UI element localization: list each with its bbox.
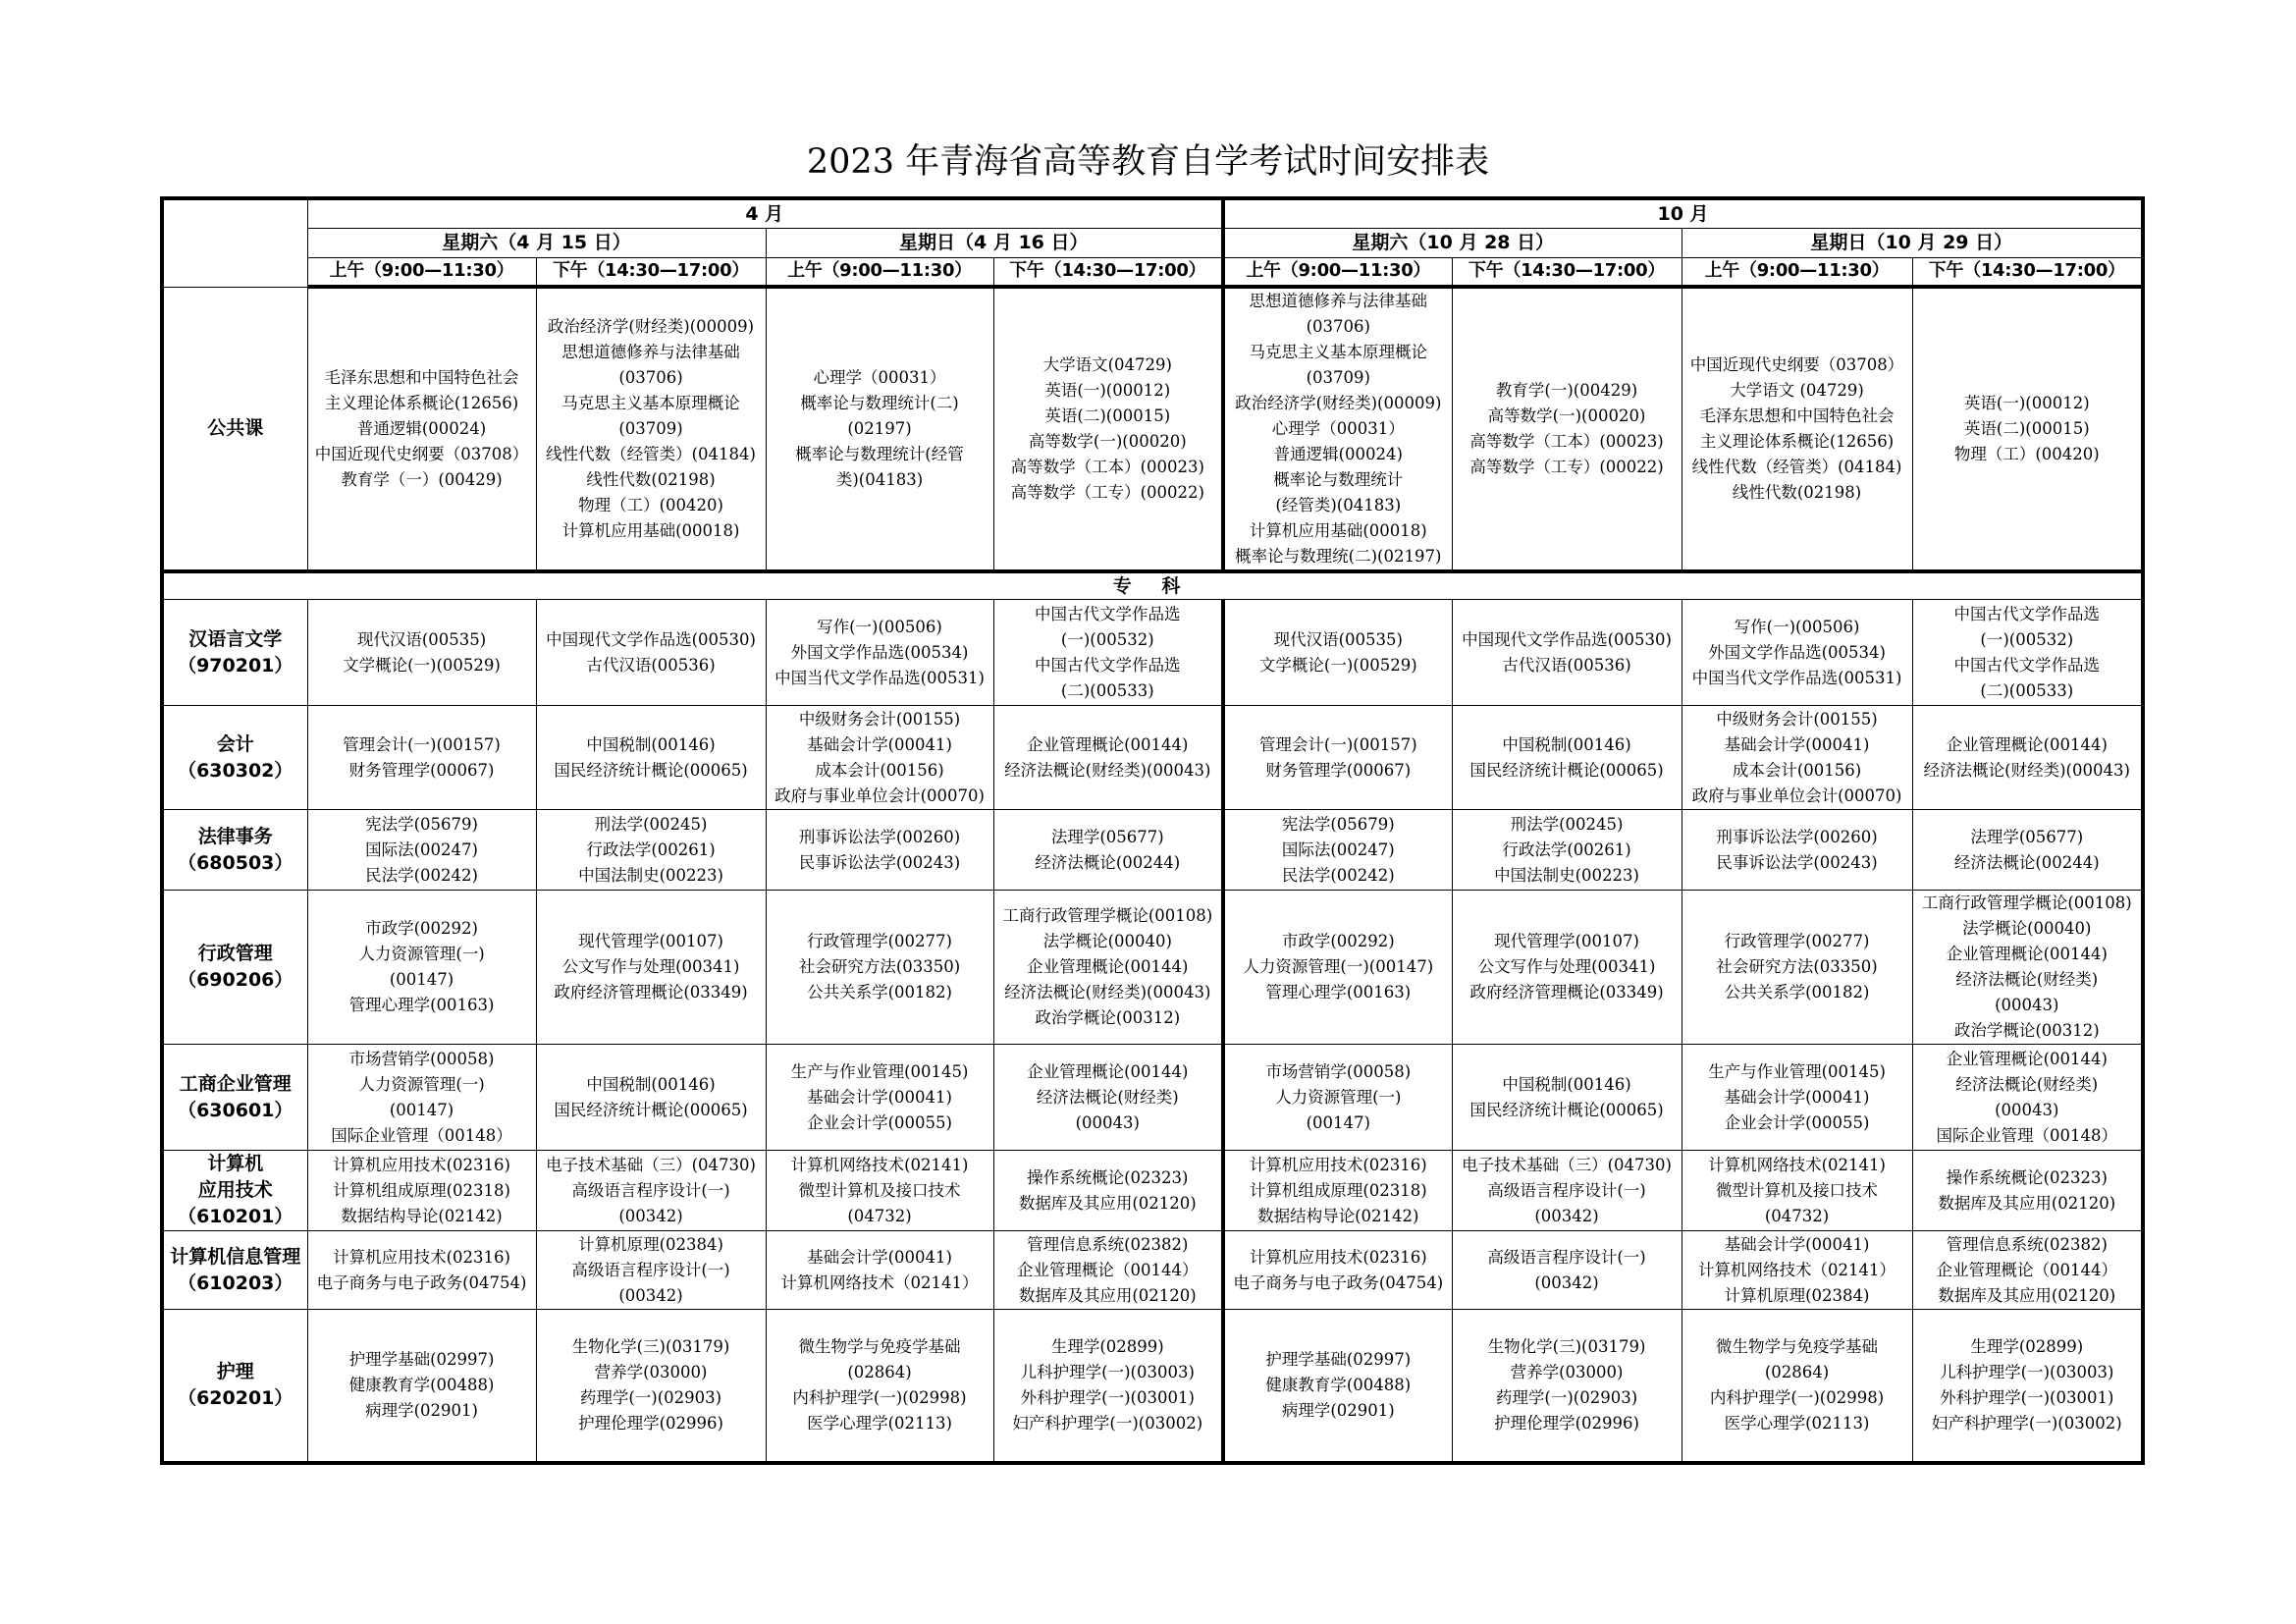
section-header: 专 科 [162, 571, 2143, 600]
period-header: 上午（9:00—11:30） [1223, 257, 1452, 287]
exam-cell: 生理学(02899) 儿科护理学(一)(03003) 外科护理学(一)(03001) 妇产科护理学(一)(03002) [993, 1310, 1223, 1464]
table-row [162, 1151, 2143, 1231]
day-header: 星期六（4 月 15 日） [307, 228, 766, 257]
exam-cell: 现代汉语(00535) 文学概论(一)(00529) [307, 600, 536, 706]
exam-cell: 中国古代文学作品选 (一)(00532) 中国古代文学作品选 (二)(00533) [1912, 600, 2143, 706]
exam-cell: 行政管理学(00277) 社会研究方法(03350) 公共关系学(00182) [1682, 891, 1912, 1045]
exam-cell: 中国现代文学作品选(00530) 古代汉语(00536) [1452, 600, 1682, 706]
exam-cell: 宪法学(05679) 国际法(00247) 民法学(00242) [1223, 810, 1452, 891]
period-header: 下午（14:30—17:00） [993, 257, 1223, 287]
month-header: 10 月 [1223, 198, 2143, 228]
exam-cell: 计算机网络技术(02141) 微型计算机及接口技术 (04732) [1682, 1151, 1912, 1231]
exam-cell: 现代汉语(00535) 文学概论(一)(00529) [1223, 600, 1452, 706]
exam-cell: 刑法学(00245) 行政法学(00261) 中国法制史(00223) [1452, 810, 1682, 891]
row-category: 会计 （630302） [162, 706, 307, 810]
exam-cell: 现代管理学(00107) 公文写作与处理(00341) 政府经济管理概论(03349) [1452, 891, 1682, 1045]
exam-cell: 法理学(05677) 经济法概论(00244) [1912, 810, 2143, 891]
exam-cell: 中国税制(00146) 国民经济统计概论(00065) [536, 1045, 766, 1151]
exam-cell: 生物化学(三)(03179) 营养学(03000) 药理学(一)(02903) 护理伦理学(02996) [536, 1310, 766, 1464]
table-row [162, 1231, 2143, 1310]
exam-cell: 工商行政管理学概论(00108) 法学概论(00040) 企业管理概论(00144) 经济法概论(财经类)(00043) 政治学概论(00312) [993, 891, 1223, 1045]
day-header: 星期日（4 月 16 日） [766, 228, 1223, 257]
day-header: 星期六（10 月 28 日） [1223, 228, 1682, 257]
exam-cell: 市政学(00292) 人力资源管理(一) (00147) 管理心理学(00163) [307, 891, 536, 1045]
row-category: 护理 （620201） [162, 1310, 307, 1464]
exam-cell: 计算机应用技术(02316) 计算机组成原理(02318) 数据结构导论(02142) [307, 1151, 536, 1231]
exam-cell: 生产与作业管理(00145) 基础会计学(00041) 企业会计学(00055) [1682, 1045, 1912, 1151]
exam-cell: 护理学基础(02997) 健康教育学(00488) 病理学(02901) [1223, 1310, 1452, 1464]
exam-cell: 管理信息系统(02382) 企业管理概论（00144） 数据库及其应用(02120) [993, 1231, 1223, 1310]
exam-cell: 企业管理概论(00144) 经济法概论(财经类)(00043) [1912, 706, 2143, 810]
exam-cell: 基础会计学(00041) 计算机网络技术（02141） [766, 1231, 993, 1310]
exam-cell: 计算机应用技术(02316) 电子商务与电子政务(04754) [1223, 1231, 1452, 1310]
exam-cell: 操作系统概论(02323) 数据库及其应用(02120) [993, 1151, 1223, 1231]
exam-cell: 刑事诉讼法学(00260) 民事诉讼法学(00243) [766, 810, 993, 891]
exam-cell: 行政管理学(00277) 社会研究方法(03350) 公共关系学(00182) [766, 891, 993, 1045]
exam-cell: 基础会计学(00041) 计算机网络技术（02141） 计算机原理(02384) [1682, 1231, 1912, 1310]
month-header: 4 月 [307, 198, 1223, 228]
exam-cell: 工商行政管理学概论(00108) 法学概论(00040) 企业管理概论(00144) 经济法概论(财经类) (00043) 政治学概论(00312) [1912, 891, 2143, 1045]
exam-cell: 心理学（00031） 概率论与数理统计(二) (02197) 概率论与数理统计(经管 类)(04183) [766, 287, 993, 571]
exam-cell: 管理会计(一)(00157) 财务管理学(00067) [307, 706, 536, 810]
exam-cell: 法理学(05677) 经济法概论(00244) [993, 810, 1223, 891]
period-header: 下午（14:30—17:00） [1452, 257, 1682, 287]
exam-cell: 计算机原理(02384) 高级语言程序设计(一) (00342) [536, 1231, 766, 1310]
exam-cell: 护理学基础(02997) 健康教育学(00488) 病理学(02901) [307, 1310, 536, 1464]
period-header: 下午（14:30—17:00） [1912, 257, 2143, 287]
corner-cell [162, 198, 307, 287]
exam-cell: 市场营销学(00058) 人力资源管理(一) (00147) 国际企业管理（00148） [307, 1045, 536, 1151]
exam-cell: 中国现代文学作品选(00530) 古代汉语(00536) [536, 600, 766, 706]
exam-cell: 刑法学(00245) 行政法学(00261) 中国法制史(00223) [536, 810, 766, 891]
exam-cell: 写作(一)(00506) 外国文学作品选(00534) 中国当代文学作品选(00531) [1682, 600, 1912, 706]
exam-cell: 计算机网络技术(02141) 微型计算机及接口技术 (04732) [766, 1151, 993, 1231]
exam-cell: 中级财务会计(00155) 基础会计学(00041) 成本会计(00156) 政府与事业单位会计(00070) [766, 706, 993, 810]
exam-cell: 计算机应用技术(02316) 计算机组成原理(02318) 数据结构导论(02142) [1223, 1151, 1452, 1231]
period-header: 上午（9:00—11:30） [307, 257, 536, 287]
exam-cell: 微生物学与免疫学基础 (02864) 内科护理学(一)(02998) 医学心理学(02113) [766, 1310, 993, 1464]
exam-cell: 生产与作业管理(00145) 基础会计学(00041) 企业会计学(00055) [766, 1045, 993, 1151]
exam-schedule-table [160, 196, 2145, 1465]
table-row [162, 706, 2143, 810]
row-category: 工商企业管理 （630601） [162, 1045, 307, 1151]
exam-cell: 宪法学(05679) 国际法(00247) 民法学(00242) [307, 810, 536, 891]
exam-cell: 企业管理概论(00144) 经济法概论(财经类)(00043) [993, 706, 1223, 810]
exam-cell: 生理学(02899) 儿科护理学(一)(03003) 外科护理学(一)(03001) 妇产科护理学(一)(03002) [1912, 1310, 2143, 1464]
row-category: 计算机 应用技术 （610201） [162, 1151, 307, 1231]
row-category: 法律事务 （680503） [162, 810, 307, 891]
exam-cell: 微生物学与免疫学基础 (02864) 内科护理学(一)(02998) 医学心理学(02113) [1682, 1310, 1912, 1464]
exam-cell: 写作(一)(00506) 外国文学作品选(00534) 中国当代文学作品选(00531) [766, 600, 993, 706]
period-header: 上午（9:00—11:30） [1682, 257, 1912, 287]
exam-cell: 教育学(一)(00429) 高等数学(一)(00020) 高等数学（工本）(00023) 高等数学（工专）(00022) [1452, 287, 1682, 571]
table-row [162, 600, 2143, 706]
table-row [162, 891, 2143, 1045]
day-header: 星期日（10 月 29 日） [1682, 228, 2143, 257]
period-header: 下午（14:30—17:00） [536, 257, 766, 287]
exam-cell: 中级财务会计(00155) 基础会计学(00041) 成本会计(00156) 政府与事业单位会计(00070) [1682, 706, 1912, 810]
period-header: 上午（9:00—11:30） [766, 257, 993, 287]
exam-cell: 管理会计(一)(00157) 财务管理学(00067) [1223, 706, 1452, 810]
exam-cell: 现代管理学(00107) 公文写作与处理(00341) 政府经济管理概论(03349) [536, 891, 766, 1045]
exam-cell: 政治经济学(财经类)(00009) 思想道德修养与法律基础 (03706) 马克思主义基本原理概论 (03709) 线性代数（经管类）(04184) 线性代数(02198) 物理（工）(00420) 计算机应用基础(00018) [536, 287, 766, 571]
page-title: 2023 年青海省高等教育自学考试时间安排表 [806, 142, 1490, 182]
exam-cell: 英语(一)(00012) 英语(二)(00015) 物理（工）(00420) [1912, 287, 2143, 571]
table-row [162, 1045, 2143, 1151]
exam-cell: 市政学(00292) 人力资源管理(一)(00147) 管理心理学(00163) [1223, 891, 1452, 1045]
exam-cell: 企业管理概论(00144) 经济法概论(财经类) (00043) 国际企业管理（00148） [1912, 1045, 2143, 1151]
row-category: 公共课 [162, 287, 307, 571]
exam-cell: 企业管理概论(00144) 经济法概论(财经类) (00043) [993, 1045, 1223, 1151]
exam-cell: 思想道德修养与法律基础 (03706) 马克思主义基本原理概论 (03709) 政治经济学(财经类)(00009) 心理学（00031） 普通逻辑(00024) 概率论与数理统计 (经管类)(04183) 计算机应用基础(00018) 概率论与数理统(二)(02197) [1223, 287, 1452, 571]
exam-cell: 毛泽东思想和中国特色社会 主义理论体系概论(12656) 普通逻辑(00024) 中国近现代史纲要（03708） 教育学（一）(00429) [307, 287, 536, 571]
table-row [162, 810, 2143, 891]
exam-cell: 刑事诉讼法学(00260) 民事诉讼法学(00243) [1682, 810, 1912, 891]
exam-cell: 中国税制(00146) 国民经济统计概论(00065) [1452, 1045, 1682, 1151]
exam-cell: 高级语言程序设计(一) (00342) [1452, 1231, 1682, 1310]
exam-cell: 大学语文(04729) 英语(一)(00012) 英语(二)(00015) 高等数学(一)(00020) 高等数学（工本）(00023) 高等数学（工专）(00022) [993, 287, 1223, 571]
exam-cell: 电子技术基础（三）(04730) 高级语言程序设计(一) (00342) [1452, 1151, 1682, 1231]
exam-cell: 中国税制(00146) 国民经济统计概论(00065) [1452, 706, 1682, 810]
exam-cell: 电子技术基础（三）(04730) 高级语言程序设计(一) (00342) [536, 1151, 766, 1231]
table-row [162, 1310, 2143, 1464]
exam-cell: 中国古代文学作品选 (一)(00532) 中国古代文学作品选 (二)(00533) [993, 600, 1223, 706]
exam-cell: 操作系统概论(02323) 数据库及其应用(02120) [1912, 1151, 2143, 1231]
exam-cell: 中国税制(00146) 国民经济统计概论(00065) [536, 706, 766, 810]
row-category: 汉语言文学 （970201） [162, 600, 307, 706]
row-category: 行政管理 （690206） [162, 891, 307, 1045]
row-category: 计算机信息管理 （610203） [162, 1231, 307, 1310]
exam-cell: 中国近现代史纲要（03708） 大学语文 (04729) 毛泽东思想和中国特色社会 主义理论体系概论(12656) 线性代数（经管类）(04184) 线性代数(02198) [1682, 287, 1912, 571]
table-row [162, 287, 2143, 571]
exam-cell: 生物化学(三)(03179) 营养学(03000) 药理学(一)(02903) 护理伦理学(02996) [1452, 1310, 1682, 1464]
exam-cell: 计算机应用技术(02316) 电子商务与电子政务(04754) [307, 1231, 536, 1310]
exam-cell: 管理信息系统(02382) 企业管理概论（00144） 数据库及其应用(02120) [1912, 1231, 2143, 1310]
exam-cell: 市场营销学(00058) 人力资源管理(一) (00147) [1223, 1045, 1452, 1151]
